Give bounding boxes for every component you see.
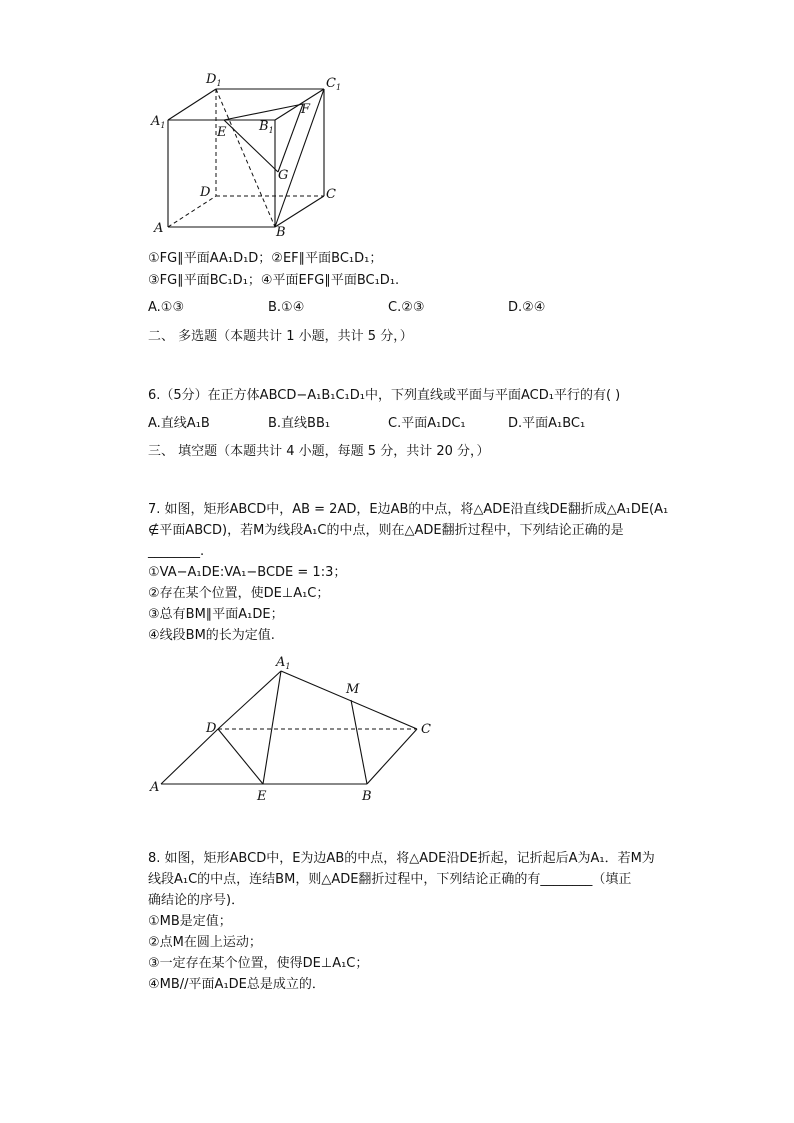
- q5-option-d: D.②④: [508, 300, 546, 315]
- label-f: F: [301, 102, 311, 117]
- section-2-heading: 二、 多选题（本题共计 1 小题，共计 5 分，）: [148, 329, 413, 344]
- q6-option-c: C.平面A₁DC₁: [388, 416, 466, 431]
- label-b: B: [276, 225, 286, 240]
- q7-line-3: ________.: [148, 544, 205, 559]
- label-a1: $A_1$: [151, 114, 166, 130]
- label-g: G: [278, 168, 289, 183]
- q7-statement-4: ④线段BM的长为定值.: [148, 628, 275, 643]
- q5-statement-line-1: ①FG∥平面AA₁D₁D；②EF∥平面BC₁D₁；: [148, 251, 383, 266]
- section-3-heading: 三、 填空题（本题共计 4 小题，每题 5 分，共计 20 分，）: [148, 444, 490, 459]
- q8-line-3: 确结论的序号)．: [148, 893, 245, 908]
- q7-statement-1: ①VA−A₁DE:VA₁−BCDE = 1:3；: [148, 565, 347, 580]
- label-c: C: [326, 187, 336, 202]
- q8-line-1: 8. 如图，矩形ABCD中，E为边AB的中点，将△ADE沿DE折起，记折起后A为A₁．若M为: [148, 851, 655, 866]
- q6-stem: 6.（5分）在正方体ABCD−A₁B₁C₁D₁中，下列直线或平面与平面ACD₁平行的有( ): [148, 388, 621, 403]
- label-e: E: [217, 125, 227, 140]
- q5-option-a: A.①③: [148, 300, 185, 315]
- q8-statement-1: ①MB是定值；: [148, 914, 232, 929]
- label-a: A: [150, 780, 160, 795]
- cube-figure: [140, 68, 360, 243]
- q7-line-1: 7. 如图，矩形ABCD中，AB = 2AD，E边AB的中点，将△ADE沿直线DE翻折成△A₁DE(A₁: [148, 502, 669, 517]
- label-a1: $A_1$: [276, 655, 291, 671]
- label-a: A: [154, 221, 164, 236]
- q7-statement-2: ②存在某个位置，使DE⊥A₁C；: [148, 586, 330, 601]
- q8-statement-3: ③一定存在某个位置，使得DE⊥A₁C；: [148, 956, 369, 971]
- fold-figure: [145, 650, 445, 810]
- label-d: D: [200, 185, 211, 200]
- q8-statement-2: ②点M在圆上运动；: [148, 935, 262, 950]
- label-m: M: [346, 682, 360, 697]
- q6-option-b: B.直线BB₁: [268, 416, 331, 431]
- q5-statement-line-2: ③FG∥平面BC₁D₁；④平面EFG∥平面BC₁D₁.: [148, 273, 400, 288]
- label-c: C: [421, 722, 431, 737]
- label-c1: $C_1$: [326, 76, 342, 92]
- label-e: E: [257, 789, 267, 804]
- q6-option-d: D.平面A₁BC₁: [508, 416, 586, 431]
- label-d1: $D_1$: [206, 72, 222, 88]
- label-b1: $B_1$: [259, 119, 274, 135]
- q8-statement-4: ④MB//平面A₁DE总是成立的．: [148, 977, 325, 992]
- q5-option-c: C.②③: [388, 300, 425, 315]
- q7-line-2: ∉平面ABCD)，若M为线段A₁C的中点，则在△ADE翻折过程中，下列结论正确的是: [148, 523, 624, 538]
- q7-statement-3: ③总有BM∥平面A₁DE；: [148, 607, 284, 622]
- q5-option-b: B.①④: [268, 300, 305, 315]
- q8-line-2: 线段A₁C的中点，连结BM，则△ADE翻折过程中，下列结论正确的有________（填正: [148, 872, 632, 887]
- label-d: D: [206, 721, 217, 736]
- q6-option-a: A.直线A₁B: [148, 416, 210, 431]
- label-b: B: [362, 789, 372, 804]
